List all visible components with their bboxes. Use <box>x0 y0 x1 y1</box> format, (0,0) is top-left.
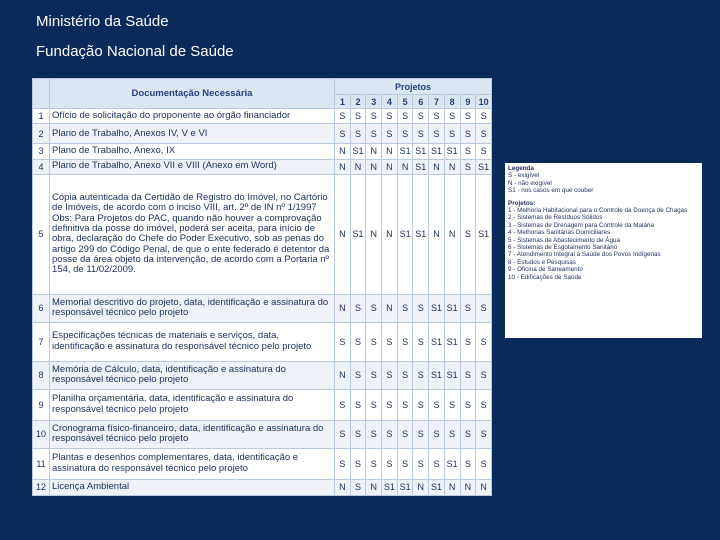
legend-project: 8 - Estudos e Pesquisas <box>508 258 576 266</box>
requirement-value: N <box>429 174 445 294</box>
requirement-value: S <box>366 109 382 124</box>
table-row <box>33 479 492 495</box>
row-number: 1 <box>33 109 50 124</box>
legend-box <box>505 163 702 338</box>
requirement-value: S <box>350 420 366 448</box>
legend-title: Legenda <box>508 165 534 172</box>
requirement-value: S <box>397 124 413 144</box>
requirement-value: S <box>429 389 445 420</box>
requirement-value: S1 <box>397 174 413 294</box>
row-number: 5 <box>33 174 50 294</box>
requirement-value: S1 <box>444 294 460 322</box>
project-number-header: 6 <box>413 95 429 109</box>
requirement-value: S <box>460 159 476 174</box>
requirement-value: S <box>397 109 413 124</box>
table-row <box>33 174 492 294</box>
requirement-value: S1 <box>350 174 366 294</box>
document-requirement: Plano de Trabalho, Anexo, IX <box>50 144 335 159</box>
document-requirement: Ofício de solicitação do proponente ao órgão financiador <box>50 109 335 124</box>
doc-header: Documentação Necessária <box>50 79 335 109</box>
requirement-value: S <box>429 420 445 448</box>
document-requirement: Plantas e desenhos complementares, data, identificação e assinatura do responsável técnico pelo projeto <box>50 448 335 479</box>
table-row <box>33 448 492 479</box>
requirement-value: S <box>366 448 382 479</box>
requirement-value: S <box>335 124 351 144</box>
row-number: 12 <box>33 479 50 495</box>
requirement-value: S <box>382 448 398 479</box>
legend-item: S - exigível <box>508 172 540 180</box>
requirement-value: S <box>413 124 429 144</box>
table-row <box>33 389 492 420</box>
requirement-value: S <box>444 420 460 448</box>
requirement-value: S1 <box>413 159 429 174</box>
requirement-value: S <box>429 448 445 479</box>
requirement-value: S <box>366 420 382 448</box>
requirement-value: S1 <box>429 294 445 322</box>
row-number: 10 <box>33 420 50 448</box>
requirement-value: S <box>350 322 366 361</box>
legend-project: 3 - Sistemas de Drenagem para Controle da Malária <box>508 221 654 229</box>
requirement-value: S1 <box>444 322 460 361</box>
requirement-value: S <box>476 361 492 389</box>
requirement-value: S <box>413 389 429 420</box>
requirement-value: S <box>460 144 476 159</box>
requirement-value: S1 <box>444 144 460 159</box>
document-requirement: Cópia autenticada da Certidão de Registro do Imóvel, no Cartório de Imóveis, de acordo com o inciso VIII, art. 2º de IN nº 1/1997 Obs: Para Projetos do PAC, quando não houver a comprovação definitiva da posse do imóvel, poderá ser aceita, para início de obra, declaração do Chefe do Poder Executivo, sob as penas do artigo 299 do Código Penal, de que o ente federado é detentor da posse da área objeto da intervenção, de acordo com a Portaria nº 154, de 11/02/2009. <box>50 174 335 294</box>
corner-cell <box>33 79 50 109</box>
requirement-value: S <box>476 389 492 420</box>
requirement-value: S1 <box>429 361 445 389</box>
requirement-value: S1 <box>397 479 413 495</box>
requirement-value: S <box>397 389 413 420</box>
requirement-value: S1 <box>429 322 445 361</box>
table-row <box>33 159 492 174</box>
project-number-header: 10 <box>476 95 492 109</box>
requirement-value: S <box>413 420 429 448</box>
requirement-value: S <box>460 361 476 389</box>
requirement-value: S <box>476 124 492 144</box>
requirement-value: S <box>444 124 460 144</box>
projects-header: Projetos <box>335 79 492 95</box>
requirement-value: S <box>460 124 476 144</box>
requirement-value: S <box>350 294 366 322</box>
requirement-value: S <box>476 109 492 124</box>
ministry-title: Ministério da Saúde <box>36 13 169 30</box>
document-requirement: Plano de Trabalho, Anexo VII e VIII (Anexo em Word) <box>50 159 335 174</box>
row-number: 8 <box>33 361 50 389</box>
legend-project: 10 - Edificações de Saúde <box>508 273 582 281</box>
requirement-value: N <box>429 159 445 174</box>
requirement-value: S <box>335 420 351 448</box>
requirement-value: S <box>335 322 351 361</box>
requirement-value: S1 <box>444 361 460 389</box>
table-row <box>33 124 492 144</box>
requirement-value: S <box>429 124 445 144</box>
requirement-value: S <box>397 294 413 322</box>
requirement-value: N <box>460 479 476 495</box>
table-row <box>33 294 492 322</box>
table-row <box>33 109 492 124</box>
requirement-value: S <box>366 322 382 361</box>
requirement-value: S <box>382 124 398 144</box>
requirement-value: S <box>413 361 429 389</box>
legend-project: 5 - Sistemas de Abastecimento de Água <box>508 236 621 244</box>
project-number-header: 4 <box>382 95 398 109</box>
requirement-value: S <box>476 322 492 361</box>
document-requirement: Licença Ambiental <box>50 479 335 495</box>
requirement-value: S <box>413 109 429 124</box>
requirement-value: S1 <box>413 174 429 294</box>
requirement-value: S <box>397 322 413 361</box>
requirement-value: S <box>460 389 476 420</box>
project-number-header: 2 <box>350 95 366 109</box>
row-number: 2 <box>33 124 50 144</box>
requirement-value: S <box>460 420 476 448</box>
requirement-value: S <box>460 448 476 479</box>
requirement-value: N <box>382 174 398 294</box>
requirement-value: N <box>350 159 366 174</box>
requirement-value: S <box>350 389 366 420</box>
document-requirement: Planilha orçamentária, data, identificação e assinatura do responsável técnico pelo projeto <box>50 389 335 420</box>
requirement-value: S1 <box>413 144 429 159</box>
requirement-value: S <box>382 420 398 448</box>
requirement-value: S <box>366 294 382 322</box>
requirement-value: N <box>444 174 460 294</box>
requirement-value: S <box>382 109 398 124</box>
legend-project: 2 - Sistemas de Resíduos Sólidos <box>508 214 603 222</box>
requirement-value: S <box>444 109 460 124</box>
requirement-value: S <box>413 322 429 361</box>
requirement-value: N <box>413 479 429 495</box>
document-requirement: Especificações técnicas de materiais e serviços, data, identificação e assinatura do responsável técnico pelo projeto <box>50 322 335 361</box>
requirement-value: N <box>335 159 351 174</box>
requirement-value: S <box>335 448 351 479</box>
requirement-value: N <box>476 479 492 495</box>
row-number: 3 <box>33 144 50 159</box>
requirement-value: S <box>335 389 351 420</box>
legend-item: S1 - nos casos em que couber <box>508 187 594 195</box>
requirement-value: S <box>382 389 398 420</box>
requirement-value: N <box>335 479 351 495</box>
requirement-value: S <box>350 109 366 124</box>
requirement-value: N <box>382 144 398 159</box>
requirement-value: S1 <box>476 174 492 294</box>
requirement-value: S <box>460 322 476 361</box>
documents-table-image <box>32 78 492 496</box>
requirement-value: S1 <box>382 479 398 495</box>
requirement-value: S <box>397 420 413 448</box>
table-row <box>33 144 492 159</box>
legend-project: 6 - Sistemas de Esgotamento Sanitário <box>508 244 618 252</box>
legend-projects-title: Projetos: <box>508 199 536 207</box>
table-row <box>33 420 492 448</box>
requirement-value: N <box>366 174 382 294</box>
requirement-value: S <box>382 361 398 389</box>
requirement-value: S <box>366 389 382 420</box>
document-requirement: Memória de Cálculo, data, identificação e assinatura do responsável técnico pelo projeto <box>50 361 335 389</box>
project-number-header: 5 <box>397 95 413 109</box>
requirement-value: S <box>460 294 476 322</box>
requirement-value: S1 <box>476 159 492 174</box>
project-number-header: 9 <box>460 95 476 109</box>
requirement-value: N <box>366 159 382 174</box>
requirement-value: S <box>350 479 366 495</box>
legend-item: N - não exigível <box>508 179 552 187</box>
document-requirement: Plano de Trabalho, Anexos IV, V e VI <box>50 124 335 144</box>
requirement-value: S <box>366 361 382 389</box>
requirement-value: S1 <box>444 448 460 479</box>
row-number: 9 <box>33 389 50 420</box>
requirement-value: S <box>460 109 476 124</box>
requirement-value: S <box>366 124 382 144</box>
requirement-value: N <box>397 159 413 174</box>
legend-project: 7 - Atendimento Integral à Saúde dos Povos Indígenas <box>508 251 661 259</box>
requirement-value: S <box>476 448 492 479</box>
requirement-value: S <box>382 322 398 361</box>
project-number-header: 7 <box>429 95 445 109</box>
row-number: 7 <box>33 322 50 361</box>
requirement-value: N <box>444 159 460 174</box>
requirement-value: S <box>397 361 413 389</box>
legend-project: 9 - Oficina de Saneamento <box>508 266 583 274</box>
row-number: 6 <box>33 294 50 322</box>
requirement-value: S <box>335 109 351 124</box>
requirement-value: N <box>366 144 382 159</box>
requirement-value: N <box>444 479 460 495</box>
project-number-header: 3 <box>366 95 382 109</box>
requirement-value: S <box>476 420 492 448</box>
requirement-value: S <box>429 109 445 124</box>
requirement-value: S <box>444 389 460 420</box>
requirement-value: N <box>382 294 398 322</box>
legend-project: 1 - Melhoria Habitacional para o Controle da Doença de Chagas <box>508 207 688 215</box>
project-number-header: 1 <box>335 95 351 109</box>
documents-table <box>32 78 492 496</box>
project-number-header: 8 <box>444 95 460 109</box>
requirement-value: S1 <box>397 144 413 159</box>
requirement-value: S <box>350 361 366 389</box>
requirement-value: S <box>350 448 366 479</box>
requirement-value: N <box>335 144 351 159</box>
requirement-value: N <box>335 294 351 322</box>
row-number: 4 <box>33 159 50 174</box>
requirement-value: N <box>335 174 351 294</box>
requirement-value: S <box>413 294 429 322</box>
document-requirement: Memorial descritivo do projeto, data, identificação e assinatura do responsável técnico pelo projeto <box>50 294 335 322</box>
requirement-value: S <box>397 448 413 479</box>
requirement-value: S1 <box>429 144 445 159</box>
row-number: 11 <box>33 448 50 479</box>
requirement-value: S1 <box>350 144 366 159</box>
foundation-title: Fundação Nacional de Saúde <box>36 43 234 60</box>
requirement-value: S <box>476 144 492 159</box>
requirement-value: N <box>382 159 398 174</box>
requirement-value: S <box>476 294 492 322</box>
requirement-value: S <box>460 174 476 294</box>
requirement-value: S <box>413 448 429 479</box>
table-row <box>33 361 492 389</box>
requirement-value: S <box>350 124 366 144</box>
document-requirement: Cronograma físico-financeiro, data, identificação e assinatura do responsável técnico pelo projeto <box>50 420 335 448</box>
requirement-value: N <box>335 361 351 389</box>
requirement-value: S1 <box>429 479 445 495</box>
requirement-value: N <box>366 479 382 495</box>
legend-project: 4 - Melhorias Sanitárias Domiciliares <box>508 229 611 237</box>
table-row <box>33 322 492 361</box>
